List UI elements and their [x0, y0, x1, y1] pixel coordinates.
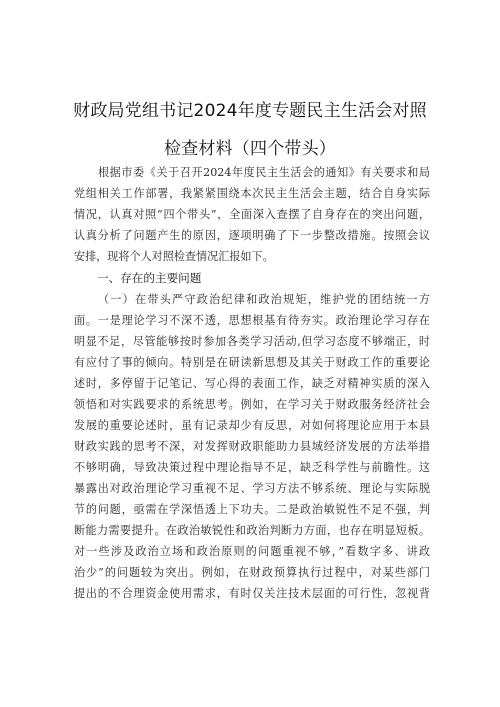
document-title-line-2: 检查材料（四个带头） [164, 139, 336, 159]
paragraph-line: 述时，多停留于记笔记、写心得的表面工作，缺乏对精神实质的深入 [74, 377, 430, 390]
paragraph-line: 有应付了事的倾向。特别是在研读新思想及其关于财政工作的重要论 [74, 356, 430, 369]
intro-line: 党组相关工作部署，我紧紧围绕本次民主生活会主题，结合自身实际 [74, 187, 430, 200]
paragraph-line: 面。一是理论学习不深不透，思想根基有待夯实。政治理论学习存在 [74, 314, 430, 327]
intro-line: 安排，现将个人对照检查情况汇报如下。 [74, 250, 274, 263]
paragraph-line: （一）在带头严守政治纪律和政治规矩，维护党的团结统一方 [98, 293, 430, 306]
paragraph-line: 治少”的问题较为突出。例如，在财政预算执行过程中，对某些部门 [74, 566, 430, 579]
paragraph-line: 断能力需要提升。在政治敏锐性和政治判断力方面，也存在明显短板。 [74, 524, 430, 537]
intro-line: 根据市委《关于召开2024年度民主生活会的通知》有关要求和局 [98, 166, 430, 179]
paragraph-line: 领悟和对实践要求的系统思考。例如，在学习关于财政服务经济社会 [74, 398, 430, 411]
section-heading: 一、存在的主要问题 [97, 271, 202, 285]
paragraph-line: 提出的不合理资金使用需求，有时仅关注技术层面的可行性，忽视背 [74, 587, 430, 600]
paragraph-line: 对一些涉及政治立场和政治原则的问题重视不够，”看数字多、讲政 [74, 545, 430, 558]
document-title-line-1: 财政局党组书记2024年度专题民主生活会对照 [73, 101, 427, 121]
paragraph-line: 暴露出对政治理论学习重视不足、学习方法不够系统、理论与实际脱 [74, 482, 430, 495]
paragraph-line: 财政实践的思考不深，对发挥财政职能助力县域经济发展的方法举措 [74, 440, 430, 453]
intro-line: 认真分析了问题产生的原因，逐项明确了下一步整改措施。按照会议 [74, 229, 430, 242]
paragraph-line: 不够明确，导致决策过程中理论指导不足，缺乏科学性与前瞻性。这 [74, 461, 430, 474]
paragraph-line: 明显不足，尽管能够按时参加各类学习活动,但学习态度不够端正，时 [74, 335, 430, 348]
paragraph-line: 节的问题，亟需在学深悟透上下功夫。二是政治敏锐性不足不强，判 [74, 503, 430, 516]
paragraph-line: 发展的重要论述时，虽有记录却少有反思，对如何将理论应用于本县 [74, 419, 430, 432]
intro-line: 情况，认真对照“四个带头”，全面深入查摆了自身存在的突出问题， [74, 208, 430, 221]
